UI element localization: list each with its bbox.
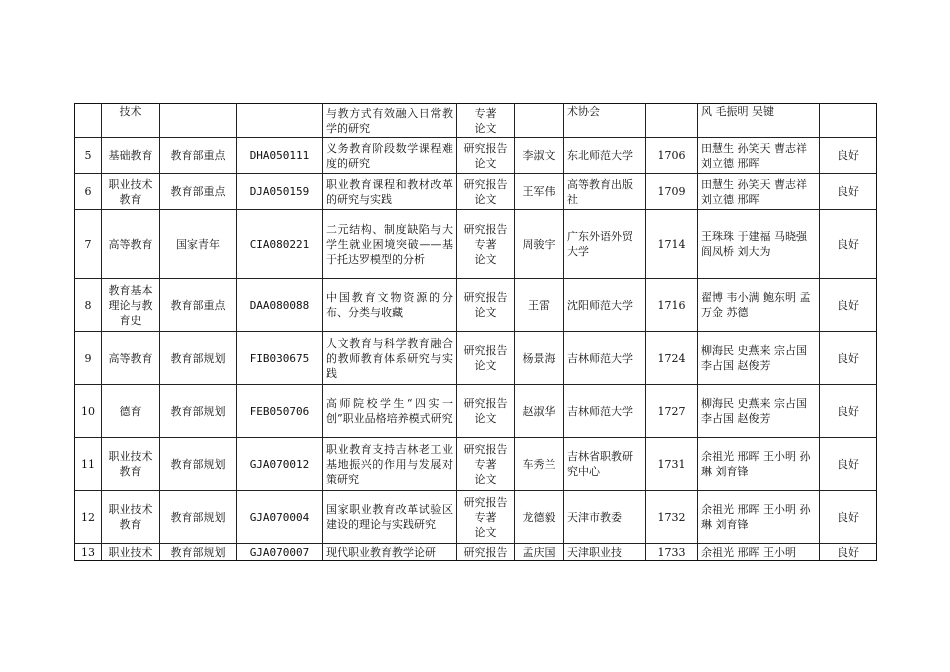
project-code: GJA070007: [237, 544, 323, 561]
research-field: 德育: [102, 385, 160, 438]
record-number: 1733: [646, 544, 698, 561]
evaluation-grade: 良好: [820, 385, 877, 438]
project-type: 教育部规划: [160, 385, 237, 438]
evaluation-grade: 良好: [820, 332, 877, 385]
research-field: 技术: [102, 104, 160, 138]
project-leader: 王雷: [515, 279, 564, 332]
project-code: FEB050706: [237, 385, 323, 438]
row-number: 6: [75, 174, 102, 210]
work-unit: 吉林师范大学: [564, 332, 646, 385]
review-experts: 余祖光 邢晖 王小明 孙琳 刘育锋: [698, 438, 820, 491]
work-unit: 吉林师范大学: [564, 385, 646, 438]
review-experts: 田慧生 孙笑天 曹志祥 刘立德 邢晖: [698, 174, 820, 210]
project-leader: 李淑文: [515, 138, 564, 174]
project-table: [74, 103, 877, 561]
project-leader: 车秀兰: [515, 438, 564, 491]
project-leader: 王军伟: [515, 174, 564, 210]
project-type: 教育部规划: [160, 491, 237, 544]
work-unit: 术协会: [564, 104, 646, 138]
review-experts: 王珠珠 于建福 马晓强 阎凤桥 刘大为: [698, 210, 820, 279]
project-type: 教育部重点: [160, 174, 237, 210]
row-number: 10: [75, 385, 102, 438]
project-type: 教育部重点: [160, 138, 237, 174]
project-code: DAA080088: [237, 279, 323, 332]
research-field: 职业技术教育: [102, 438, 160, 491]
result-form: 研究报告 论文: [457, 138, 515, 174]
row-number: [75, 104, 102, 138]
project-title: 国家职业教育改革试验区建设的理论与实践研究: [323, 491, 457, 544]
record-number: 1709: [646, 174, 698, 210]
project-title: 与教方式有效融入日常教学的研究: [323, 104, 457, 138]
result-form: 研究报告 专著 论文: [457, 491, 515, 544]
project-title: 中国教育文物资源的分布、分类与收藏: [323, 279, 457, 332]
review-experts: 柳海民 史燕来 宗占国 李占国 赵俊芳: [698, 385, 820, 438]
evaluation-grade: 良好: [820, 544, 877, 561]
project-type: 教育部重点: [160, 279, 237, 332]
review-experts: 风 毛振明 吴键: [698, 104, 820, 138]
evaluation-grade: [820, 104, 877, 138]
work-unit: 天津职业技: [564, 544, 646, 561]
result-form: 研究报告 专著 论文: [457, 210, 515, 279]
project-title: 现代职业教育教学论研: [323, 544, 457, 561]
project-type: 教育部规划: [160, 332, 237, 385]
record-number: [646, 104, 698, 138]
result-form: 研究报告 论文: [457, 174, 515, 210]
work-unit: 广东外语外贸大学: [564, 210, 646, 279]
table-row: [75, 138, 877, 174]
project-leader: 杨景海: [515, 332, 564, 385]
table-row: [75, 174, 877, 210]
project-leader: 周骏宇: [515, 210, 564, 279]
row-number: 13: [75, 544, 102, 561]
project-title: 人文教育与科学教育融合的教师教育体系研究与实践: [323, 332, 457, 385]
project-type: 教育部规划: [160, 544, 237, 561]
research-field: 职业技术: [102, 544, 160, 561]
result-form: 研究报告 论文: [457, 279, 515, 332]
evaluation-grade: 良好: [820, 138, 877, 174]
project-type: 教育部规划: [160, 438, 237, 491]
result-form: 研究报告 论文: [457, 332, 515, 385]
project-code: FIB030675: [237, 332, 323, 385]
evaluation-grade: 良好: [820, 491, 877, 544]
review-experts: 翟博 韦小满 鲍东明 孟万金 苏德: [698, 279, 820, 332]
project-title: 高师院校学生“四实一创”职业品格培养模式研究: [323, 385, 457, 438]
review-experts: 余祖光 邢晖 王小明: [698, 544, 820, 561]
record-number: 1706: [646, 138, 698, 174]
research-field: 高等教育: [102, 210, 160, 279]
project-title: 义务教育阶段数学课程难度的研究: [323, 138, 457, 174]
record-number: 1731: [646, 438, 698, 491]
row-number: 7: [75, 210, 102, 279]
evaluation-grade: 良好: [820, 279, 877, 332]
work-unit: 东北师范大学: [564, 138, 646, 174]
table-row: [75, 332, 877, 385]
project-type: 国家青年: [160, 210, 237, 279]
project-title: 二元结构、制度缺陷与大学生就业困境突破——基于托达罗模型的分析: [323, 210, 457, 279]
research-field: 教育基本理论与教育史: [102, 279, 160, 332]
result-form: 研究报告 专著 论文: [457, 438, 515, 491]
record-number: 1716: [646, 279, 698, 332]
project-code: GJA070012: [237, 438, 323, 491]
evaluation-grade: 良好: [820, 174, 877, 210]
project-code: [237, 104, 323, 138]
work-unit: 沈阳师范大学: [564, 279, 646, 332]
row-number: 9: [75, 332, 102, 385]
evaluation-grade: 良好: [820, 438, 877, 491]
row-number: 8: [75, 279, 102, 332]
table-row: [75, 438, 877, 491]
table-row: [75, 210, 877, 279]
project-leader: [515, 104, 564, 138]
project-code: DJA050159: [237, 174, 323, 210]
row-number: 12: [75, 491, 102, 544]
table-row: [75, 104, 877, 138]
project-leader: 赵淑华: [515, 385, 564, 438]
table-row: [75, 544, 877, 561]
review-experts: 余祖光 邢晖 王小明 孙琳 刘育锋: [698, 491, 820, 544]
table-row: [75, 385, 877, 438]
project-title: 职业教育课程和教材改革的研究与实践: [323, 174, 457, 210]
result-form: 研究报告: [457, 544, 515, 561]
record-number: 1714: [646, 210, 698, 279]
record-number: 1727: [646, 385, 698, 438]
research-field: 职业技术教育: [102, 491, 160, 544]
row-number: 11: [75, 438, 102, 491]
result-form: 专著 论文: [457, 104, 515, 138]
research-field: 高等教育: [102, 332, 160, 385]
row-number: 5: [75, 138, 102, 174]
research-field: 基础教育: [102, 138, 160, 174]
review-experts: 田慧生 孙笑天 曹志祥 刘立德 邢晖: [698, 138, 820, 174]
project-code: GJA070004: [237, 491, 323, 544]
record-number: 1732: [646, 491, 698, 544]
project-leader: 孟庆国: [515, 544, 564, 561]
research-field: 职业技术教育: [102, 174, 160, 210]
work-unit: 高等教育出版社: [564, 174, 646, 210]
review-experts: 柳海民 史燕来 宗占国 李占国 赵俊芳: [698, 332, 820, 385]
work-unit: 天津市教委: [564, 491, 646, 544]
table-row: [75, 491, 877, 544]
table-row: [75, 279, 877, 332]
result-form: 研究报告 论文: [457, 385, 515, 438]
project-title: 职业教育支持吉林老工业基地振兴的作用与发展对策研究: [323, 438, 457, 491]
project-type: [160, 104, 237, 138]
work-unit: 吉林省职教研究中心: [564, 438, 646, 491]
project-code: DHA050111: [237, 138, 323, 174]
evaluation-grade: 良好: [820, 210, 877, 279]
project-leader: 龙德毅: [515, 491, 564, 544]
project-code: CIA080221: [237, 210, 323, 279]
record-number: 1724: [646, 332, 698, 385]
